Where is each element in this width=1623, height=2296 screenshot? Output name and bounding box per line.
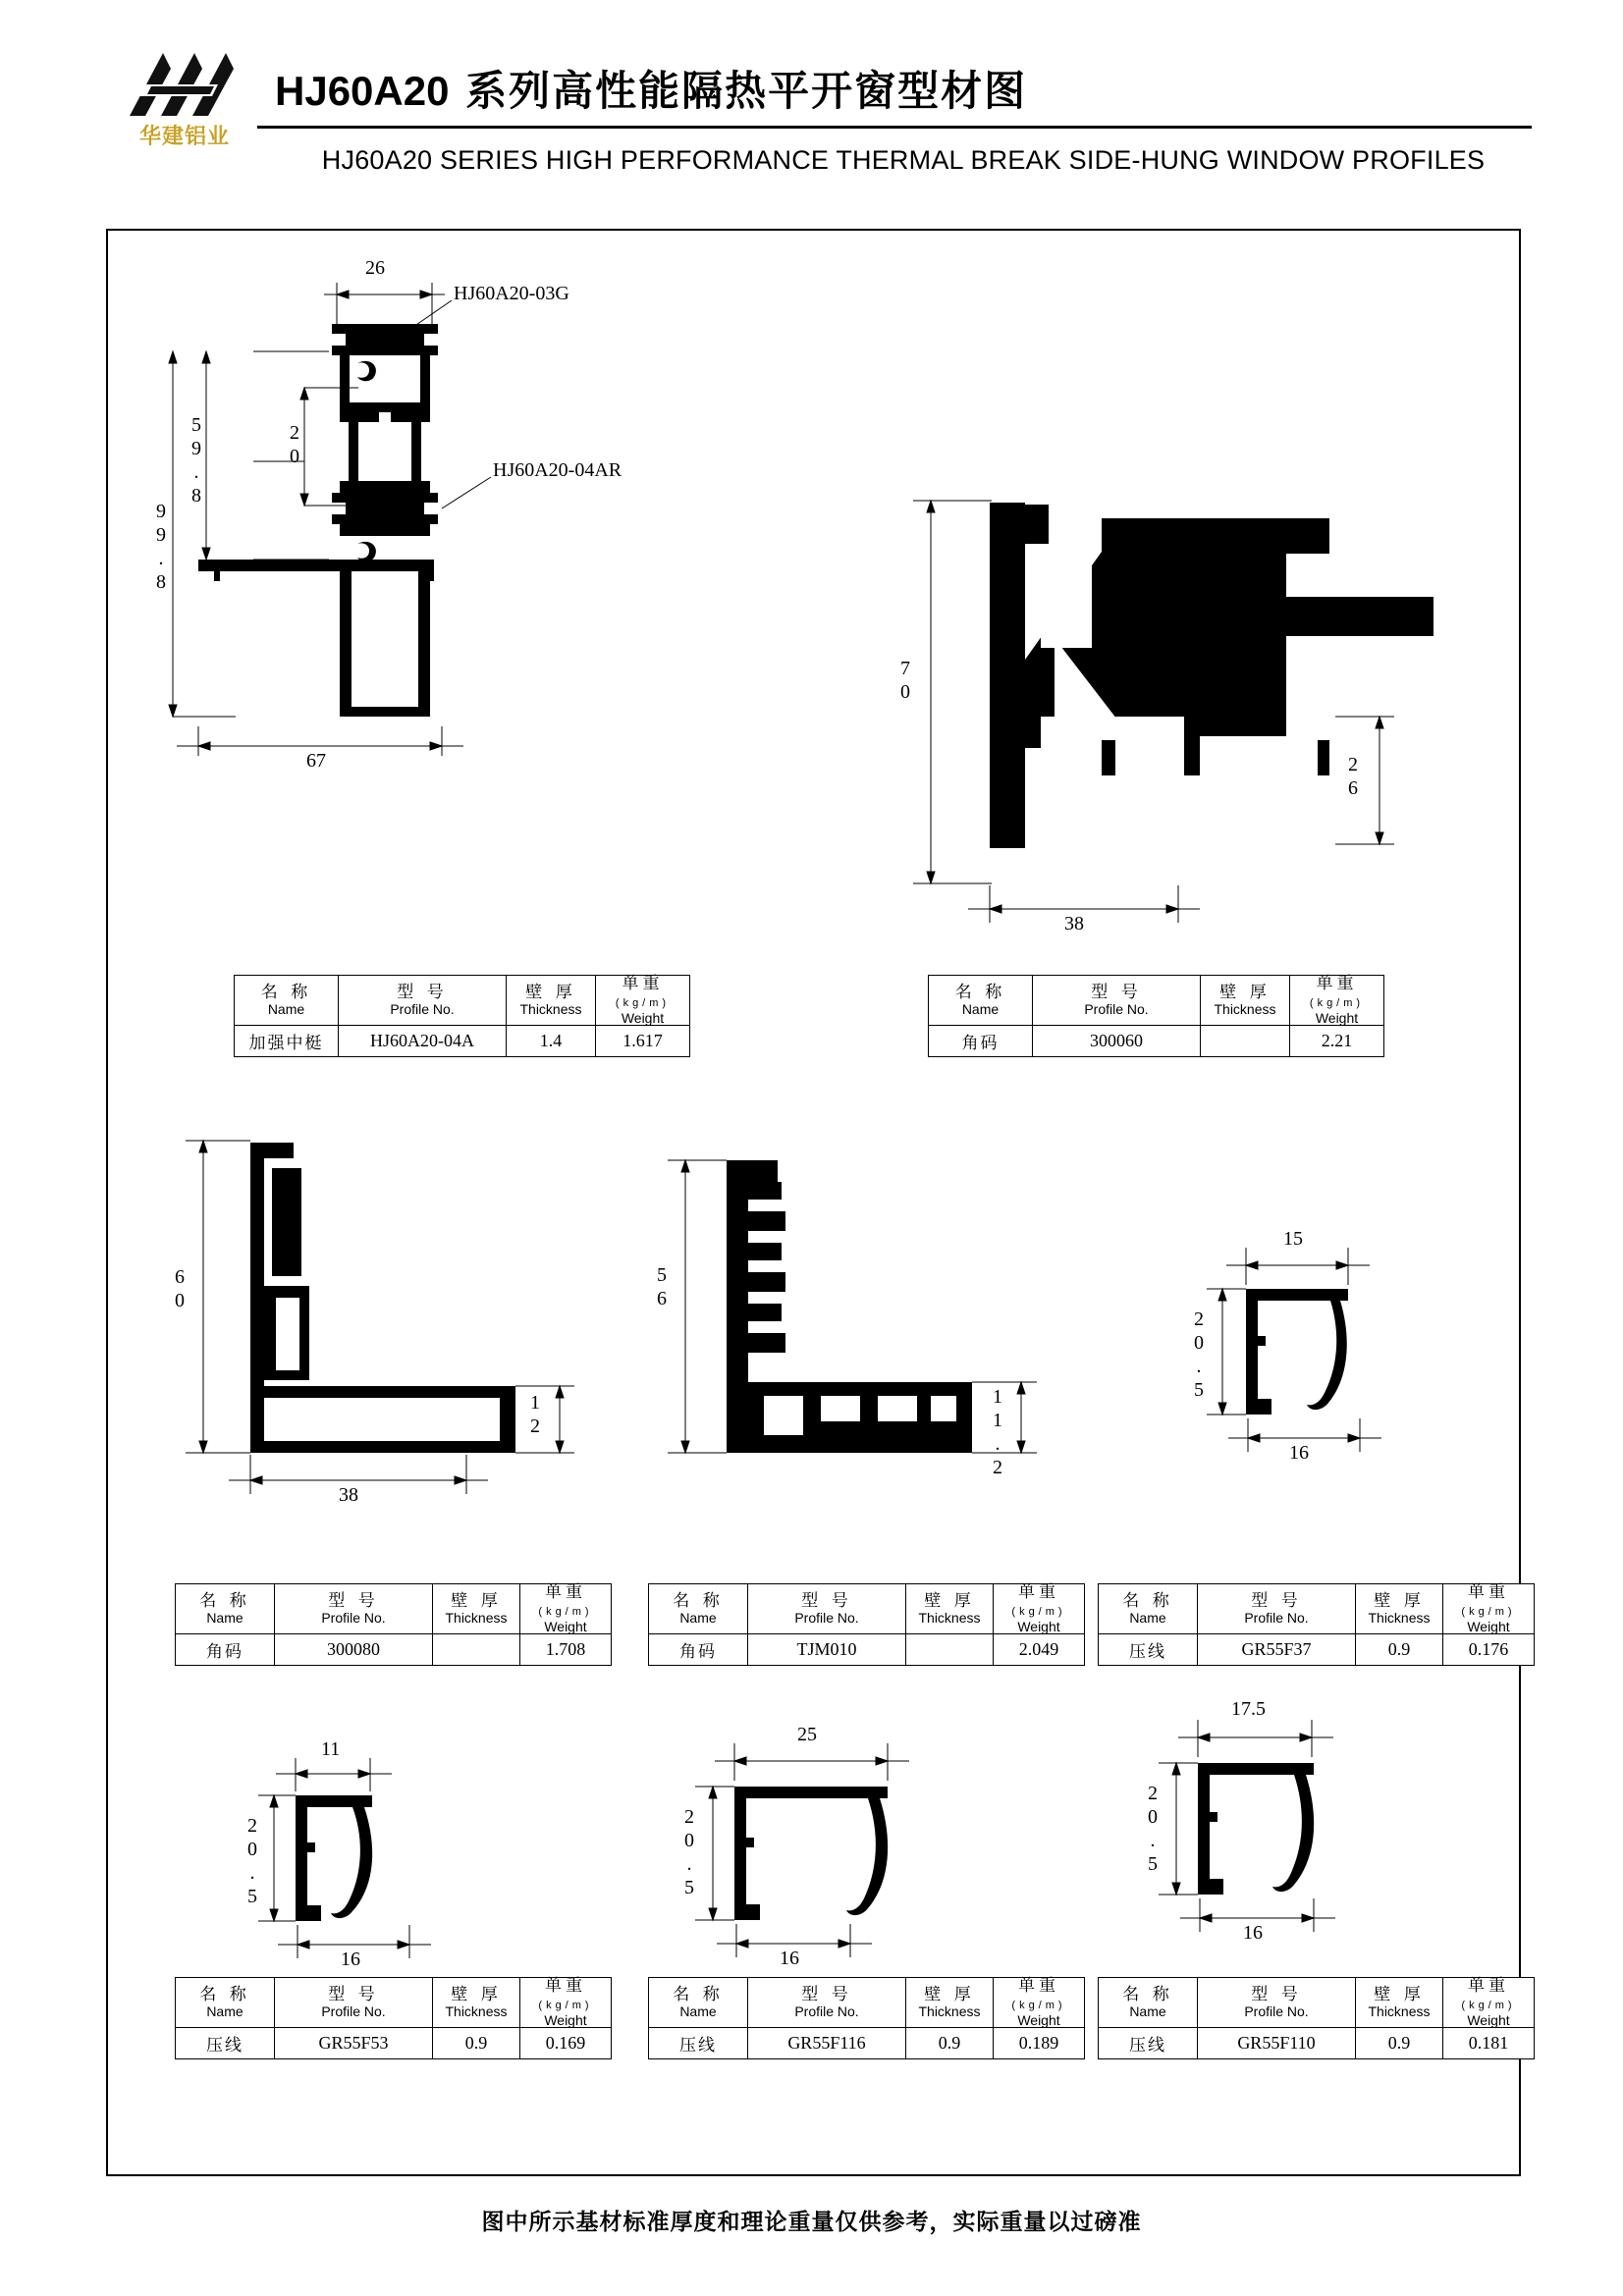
th-weight-cn: 单重(kg/m) [538, 1976, 593, 2011]
figure-bead-gr55f116-drawing [678, 1724, 962, 1983]
dim-20-5: 20.5 [242, 1815, 263, 1909]
th-thick-en: Thickness [445, 2002, 508, 2019]
cell-name: 角码 [206, 1642, 243, 1663]
table-row [176, 2028, 612, 2059]
dim-16: 16 [1289, 1442, 1309, 1464]
th-model-en: Profile No. [794, 1609, 859, 1626]
cell-weight: 1.617 [622, 1031, 663, 1051]
spec-table-5 [1098, 1583, 1535, 1666]
th-name-cn: 名 称 [1122, 1590, 1173, 1611]
th-thick-en: Thickness [1368, 2002, 1431, 2019]
th-model-cn: 型 号 [397, 982, 448, 1002]
spec-table-7 [648, 1977, 1085, 2059]
cell-weight: 2.049 [1018, 1639, 1059, 1660]
table-row [176, 1634, 612, 1666]
figure-bead-gr55f110-drawing [1142, 1698, 1424, 1953]
title-cn-rest: 系列高性能隔热平开窗型材图 [465, 67, 1028, 115]
spec-table-2 [928, 975, 1384, 1057]
th-model-en: Profile No. [794, 2002, 859, 2019]
cell-model: 300060 [1090, 1031, 1143, 1051]
th-thick-cn: 壁 厚 [451, 1590, 502, 1611]
th-name-cn: 名 称 [673, 1590, 724, 1611]
logo-mark-icon [116, 47, 253, 124]
cell-name: 压线 [206, 2036, 243, 2056]
dim-16: 16 [1243, 1922, 1263, 1944]
cell-weight: 2.21 [1321, 1031, 1353, 1051]
table-row [929, 1026, 1384, 1057]
th-weight-cn: 单重(kg/m) [1309, 974, 1365, 1009]
dim-11-2: 11.2 [987, 1386, 1008, 1480]
th-name-en: Name [679, 1609, 717, 1626]
spec-table-6 [175, 1977, 612, 2059]
figure-mullion-drawing [147, 257, 658, 913]
th-model-en: Profile No. [1084, 1000, 1149, 1017]
dim-60: 60 [169, 1266, 190, 1313]
th-model-en: Profile No. [390, 1000, 455, 1017]
dim-99-8: 99.8 [150, 501, 172, 595]
dim-12: 12 [524, 1392, 546, 1439]
th-weight-en: Weight [1315, 1009, 1359, 1026]
th-model-cn: 型 号 [1251, 1984, 1302, 2004]
dim-11: 11 [321, 1738, 341, 1760]
cell-thickness: 1.4 [539, 1031, 563, 1051]
th-weight-en: Weight [1017, 2011, 1060, 2028]
th-thick-cn: 壁 厚 [1374, 1984, 1425, 2004]
th-model-en: Profile No. [1244, 1609, 1309, 1626]
cell-name: 加强中梃 [248, 1034, 324, 1054]
th-thick-cn: 壁 厚 [1219, 982, 1271, 1002]
dim-26: 26 [1342, 754, 1364, 801]
th-name-en: Name [1129, 2002, 1166, 2019]
dim-25: 25 [797, 1724, 817, 1745]
th-model-cn: 型 号 [801, 1984, 852, 2004]
spec-table-3 [175, 1583, 612, 1666]
th-thick-cn: 壁 厚 [1374, 1590, 1425, 1611]
cell-model: GR55F53 [318, 2033, 389, 2054]
cell-name: 角码 [679, 1642, 717, 1663]
dim-38: 38 [1064, 913, 1084, 934]
cell-weight: 0.189 [1018, 2033, 1059, 2054]
th-weight-en: Weight [1467, 2011, 1510, 2028]
th-model-cn: 型 号 [801, 1590, 852, 1611]
th-model-cn: 型 号 [328, 1984, 379, 2004]
cell-thickness: 0.9 [938, 2033, 961, 2054]
cell-model: GR55F37 [1241, 1639, 1312, 1660]
page-header [0, 0, 1623, 211]
logo-company-name: 华建铝业 [138, 125, 230, 149]
th-model-cn: 型 号 [1251, 1590, 1302, 1611]
th-thick-cn: 壁 厚 [451, 1984, 502, 2004]
dim-38: 38 [339, 1484, 358, 1506]
company-logo [116, 47, 253, 165]
callout-04ar: HJ60A20-04AR [493, 459, 622, 481]
th-name-en: Name [267, 1000, 305, 1017]
cell-name: 压线 [1129, 1642, 1166, 1663]
th-name-en: Name [206, 1609, 243, 1626]
dim-26: 26 [365, 257, 385, 279]
th-name-cn: 名 称 [199, 1590, 250, 1611]
cell-model: 300080 [327, 1639, 380, 1660]
title-divider [257, 126, 1532, 129]
cell-weight: 0.176 [1468, 1639, 1509, 1660]
footer-note: 图中所示基材标准厚度和理论重量仅供参考，实际重量以过磅准 [481, 2210, 1142, 2235]
cell-thickness: 0.9 [1387, 2033, 1411, 2054]
dim-15: 15 [1283, 1228, 1303, 1250]
cell-model: GR55F116 [787, 2033, 866, 2054]
figure-corner-300080-drawing [162, 1129, 623, 1512]
th-thick-cn: 壁 厚 [525, 982, 576, 1002]
th-thick-en: Thickness [918, 2002, 981, 2019]
th-name-cn: 名 称 [199, 1984, 250, 2004]
table-row [235, 1026, 690, 1057]
th-weight-cn: 单重(kg/m) [1461, 1976, 1516, 2011]
dim-20-5: 20.5 [678, 1806, 700, 1900]
th-thick-en: Thickness [445, 1609, 508, 1626]
th-weight-cn: 单重(kg/m) [538, 1582, 593, 1618]
cell-name: 角码 [961, 1034, 1000, 1054]
th-name-cn: 名 称 [954, 982, 1006, 1002]
th-name-en: Name [679, 2002, 717, 2019]
th-thick-en: Thickness [1214, 1000, 1276, 1017]
dim-70: 70 [894, 658, 916, 705]
cell-thickness: 0.9 [1387, 1639, 1411, 1660]
dim-20-5: 20.5 [1142, 1783, 1163, 1877]
page-title [275, 59, 1532, 118]
figure-corner-tjm010-drawing [648, 1139, 1100, 1512]
dim-17-5: 17.5 [1231, 1698, 1266, 1720]
spec-table-8 [1098, 1977, 1535, 2059]
cell-weight: 1.708 [545, 1639, 586, 1660]
cell-weight: 0.181 [1468, 2033, 1509, 2054]
dim-20: 20 [284, 422, 305, 469]
th-name-cn: 名 称 [260, 982, 312, 1002]
dim-16: 16 [780, 1948, 799, 1969]
cell-weight: 0.169 [545, 2033, 586, 2054]
th-name-en: Name [1129, 1609, 1166, 1626]
th-model-en: Profile No. [321, 1609, 386, 1626]
table-row [649, 1634, 1085, 1666]
th-name-en: Name [961, 1000, 1000, 1017]
th-thick-en: Thickness [519, 1000, 582, 1017]
table-row [649, 2028, 1085, 2059]
th-weight-en: Weight [621, 1009, 665, 1026]
table-row [1099, 2028, 1535, 2059]
spec-table-4 [648, 1583, 1085, 1666]
th-weight-cn: 单重(kg/m) [1011, 1976, 1066, 2011]
figure-corner-300060-drawing [884, 491, 1434, 934]
th-weight-cn: 单重(kg/m) [1461, 1582, 1516, 1618]
spec-table-1 [234, 975, 690, 1057]
th-name-cn: 名 称 [673, 1984, 724, 2004]
th-thick-cn: 壁 厚 [924, 1984, 975, 2004]
th-thick-cn: 壁 厚 [924, 1590, 975, 1611]
cell-model: GR55F110 [1237, 2033, 1316, 2054]
th-model-cn: 型 号 [328, 1590, 379, 1611]
table-row [1099, 1634, 1535, 1666]
th-thick-en: Thickness [918, 1609, 981, 1626]
th-model-en: Profile No. [1244, 2002, 1309, 2019]
th-weight-en: Weight [544, 2011, 587, 2028]
cell-name: 压线 [679, 2036, 717, 2056]
th-weight-en: Weight [1017, 1618, 1060, 1634]
cell-model: HJ60A20-04A [370, 1031, 474, 1051]
cell-model: TJM010 [796, 1639, 857, 1660]
page-subtitle: HJ60A20 SERIES HIGH PERFORMANCE THERMAL BREAK SIDE-HUNG WINDOW PROFILES [321, 145, 1486, 175]
th-weight-cn: 单重(kg/m) [1011, 1582, 1066, 1618]
cell-thickness: 0.9 [464, 2033, 488, 2054]
th-model-en: Profile No. [321, 2002, 386, 2019]
dim-20-5: 20.5 [1188, 1308, 1210, 1403]
th-name-en: Name [206, 2002, 243, 2019]
callout-03g: HJ60A20-03G [454, 283, 569, 304]
dim-59-8: 59.8 [186, 414, 207, 508]
th-weight-cn: 单重(kg/m) [615, 974, 671, 1009]
dim-56: 56 [651, 1264, 673, 1311]
figure-bead-gr55f37-drawing [1188, 1228, 1448, 1477]
th-weight-en: Weight [544, 1618, 587, 1634]
figure-bead-gr55f53-drawing [242, 1738, 496, 1978]
th-name-cn: 名 称 [1122, 1984, 1173, 2004]
th-weight-en: Weight [1467, 1618, 1510, 1634]
cell-name: 压线 [1129, 2036, 1166, 2056]
dim-67: 67 [306, 750, 326, 772]
th-model-cn: 型 号 [1091, 982, 1142, 1002]
dim-16: 16 [341, 1949, 360, 1970]
title-model: HJ60A20 [275, 68, 450, 114]
th-thick-en: Thickness [1368, 1609, 1431, 1626]
